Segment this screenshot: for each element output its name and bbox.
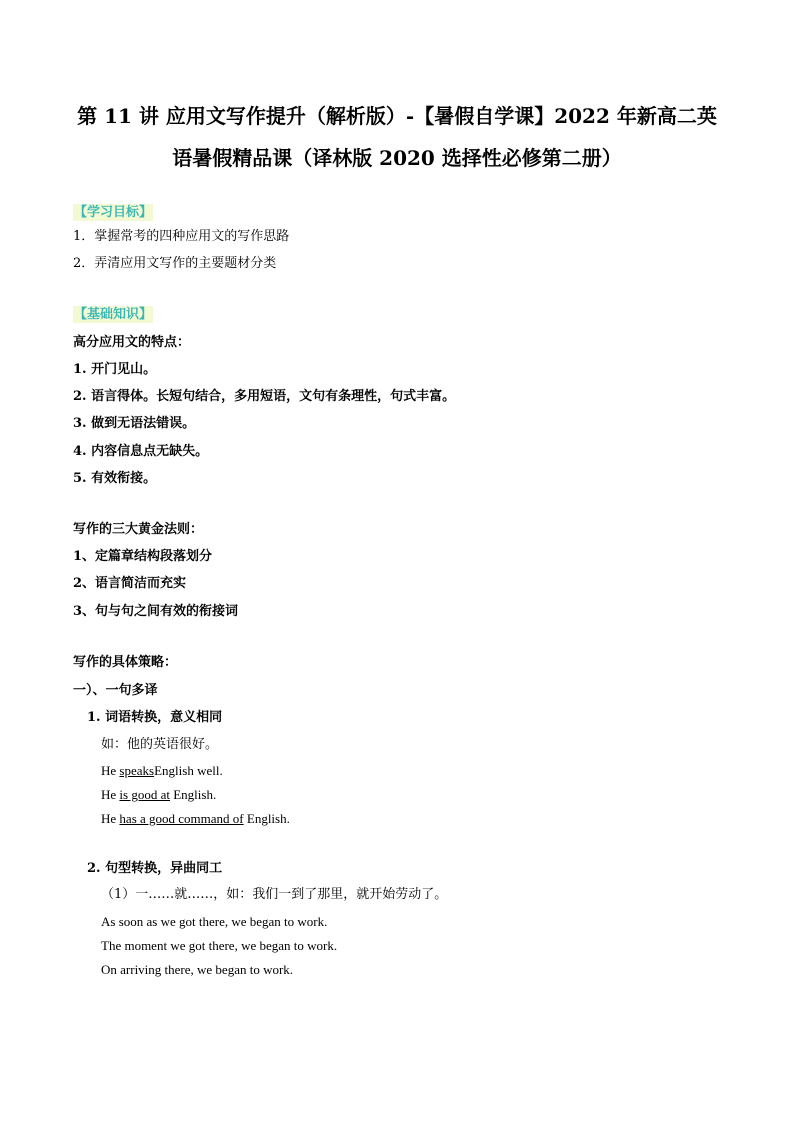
feature-item: 3. 做到无语法错误。 [73,416,196,431]
feature-item: 1. 开门见山。 [73,362,157,377]
feature-item: 4. 内容信息点无缺失。 [73,444,209,459]
sentence-text: He [101,811,120,826]
example-sentence: As soon as we got there, we began to work. [101,914,328,929]
sentence-text: English. [243,811,290,826]
example-label: 如：他的英语很好。 [101,737,219,752]
example-sentence [101,762,223,780]
doc-title-line-1: 第 11 讲 应用文写作提升（解析版）-【暑假自学课】2022 年新高二英 [77,104,717,128]
rule-item: 2、语言简洁而充实 [73,576,187,591]
learning-goals-tag: 【学习目标】 [74,205,153,220]
point-title: 2. 句型转换，异曲同工 [87,861,223,876]
doc-title-line-2: 语暑假精品课（译林版 2020 选择性必修第二册） [172,146,622,170]
example-sentence: The moment we got there, we began to work. [101,938,338,953]
feature-item: 2. 语言得体。长短句结合，多用短语，文句有条理性，句式丰富。 [73,389,456,404]
example-sentence [101,810,290,828]
sentence-text: He [101,787,120,802]
underlined-phrase: is good at [119,787,170,802]
sub-point: （1）一……就……，如：我们一到了那里，就开始劳动了。 [101,887,448,902]
example-sentence [101,786,216,804]
basic-knowledge-tag: 【基础知识】 [74,307,153,322]
section-heading: 写作的具体策略： [73,655,178,670]
subsection-heading: 一）、一句多译 [73,683,158,698]
section-heading: 高分应用文的特点： [73,335,191,350]
learning-goal-item: 1．掌握常考的四种应用文的写作思路 [73,229,290,244]
learning-goal-item: 2．弄清应用文写作的主要题材分类 [73,256,277,271]
rule-item: 1、定篇章结构段落划分 [73,549,213,564]
sentence-text: He [101,763,120,778]
rule-item: 3、句与句之间有效的衔接词 [73,604,239,619]
point-title: 1. 词语转换，意义相同 [87,710,223,725]
sentence-text: English. [169,787,217,802]
example-sentence: On arriving there, we began to work. [101,962,294,977]
underlined-phrase: has a good command of [119,811,244,826]
section-heading: 写作的三大黄金法则： [73,522,204,537]
sentence-text: English well. [154,763,223,778]
feature-item: 5. 有效衔接。 [73,471,157,486]
underlined-phrase: speaks [119,763,155,778]
